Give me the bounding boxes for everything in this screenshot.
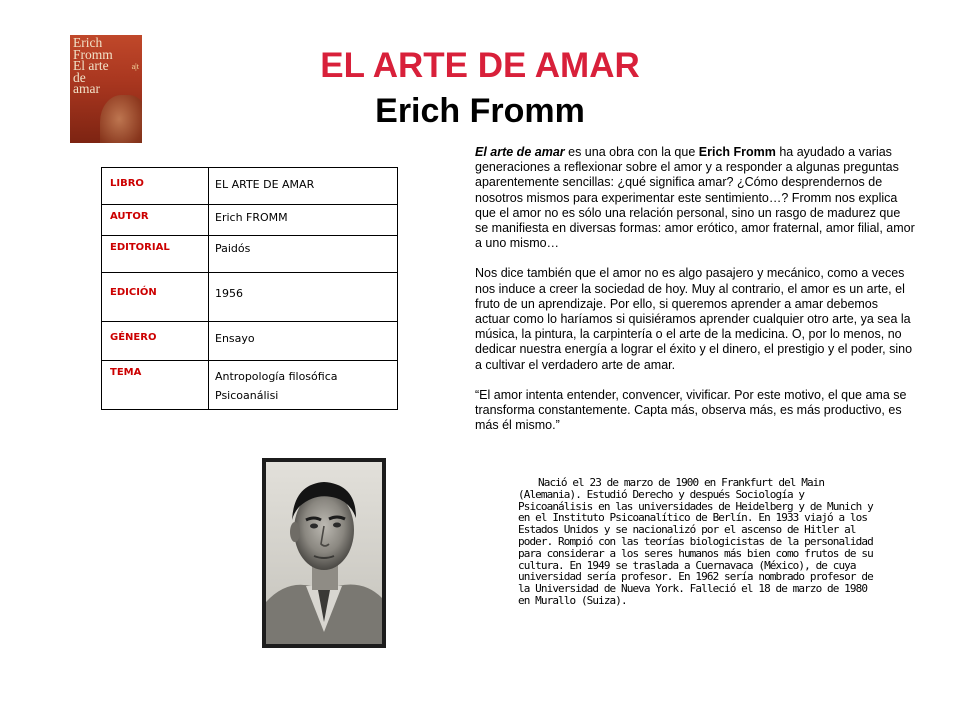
table-row — [102, 273, 398, 322]
table-key-genero: GÉNERO — [102, 322, 209, 361]
cover-line: Fromm — [73, 46, 113, 62]
table-row — [102, 205, 398, 236]
cover-line: Erich — [73, 35, 103, 50]
book-title-inline: El arte de amar — [475, 145, 565, 159]
table-key-libro: LIBRO — [102, 168, 209, 205]
cover-line: de — [73, 69, 86, 85]
page-title: EL ARTE DE AMAR — [320, 46, 640, 85]
book-description — [475, 145, 915, 448]
paragraph-text: es una obra con la que — [564, 145, 699, 159]
description-paragraph-1 — [475, 145, 915, 251]
author-name-inline: Erich Fromm — [698, 145, 776, 159]
table-row — [102, 361, 398, 410]
table-value-libro: EL ARTE DE AMAR — [209, 168, 398, 205]
tema-value-line: Antropología filosófica — [215, 370, 338, 383]
table-value-genero: Ensayo — [209, 322, 398, 361]
table-key-editorial: EDITORIAL — [102, 236, 209, 273]
table-value-tema — [209, 361, 398, 410]
description-paragraph-2: Nos dice también que el amor no es algo pasajero y mecánico, como a veces nos induce a creer la sociedad de hoy. Muy al contrario, el amor es un arte, el fruto de un aprendizaje. Por ello, si queremos aprender a amar debemos actuar como lo haríamos si quisiéramos aprender cualquier otro arte, ya sea la música, la pintura, la carpintería o el arte de la medicina. O, por lo menos, no dedicar nuestra energía a lograr el éxito y el dinero, el prestigio y el poder, sino a cultivar el verdadero arte de amar. — [475, 266, 913, 372]
table-key-tema: TEMA — [102, 361, 209, 410]
table-row — [102, 168, 398, 205]
table-key-edicion: EDICIÓN — [102, 273, 209, 322]
table-key-autor: AUTOR — [102, 205, 209, 236]
cover-line: El arte — [73, 58, 109, 73]
table-value-autor: Erich FROMM — [209, 205, 398, 236]
author-biography: Nació el 23 de marzo de 1900 en Frankfurt del Main (Alemania). Estudió Derecho y después Sociología y Psicoanálisis en las universidades de Heidelberg y de Munich y en el Instituto Psicoanalítico de Berlín. En 1933 viajó a los Estados Unidos y se nacionalizó por el ascenso de Hitler al poder. Rompió con las teorías biologicistas de la personalidad para considerar a los seres humanos más bien como frutos de su cultura. En 1949 se traslada a Cuernavaca (México), de cuya universidad sería profesor. En 1962 sería nombrado profesor de la Universidad de Nueva York. Falleció el 18 de marzo de 1980 en Murallo (Suiza). — [518, 476, 873, 607]
book-info-table — [101, 167, 398, 410]
table-row — [102, 322, 398, 361]
page-subtitle: Erich Fromm — [375, 92, 585, 130]
portrait-drawing — [266, 462, 382, 644]
table-value-edicion: 1956 — [209, 273, 398, 322]
table-row — [102, 236, 398, 273]
cover-ornament: a|t — [131, 62, 139, 71]
cover-line: amar — [73, 81, 100, 96]
quote-paragraph: “El amor intenta entender, convencer, vivificar. Por este motivo, el que ama se transforma constantemente. Capta más, observa más, es más productivo, es más él mismo.” — [475, 387, 907, 433]
author-portrait-photo — [262, 458, 386, 648]
paragraph-text: ha ayudado a varias generaciones a reflexionar sobre el amor y a responder a algunas preguntas aparentemente sencillas: ¿qué significa amar? ¿Cómo desprendernos de nosotros mismos para experimentar este sentimiento…? Fromm nos explica que el amor no es sólo una relación personal, sino un rasgo de madurez que se manifiesta en diversas formas: amor erótico, amor fraternal, amor filial, amor a uno mismo… — [475, 145, 915, 251]
tema-value-line: Psicoanálisi — [215, 389, 279, 402]
table-value-editorial: Paidós — [209, 236, 398, 273]
